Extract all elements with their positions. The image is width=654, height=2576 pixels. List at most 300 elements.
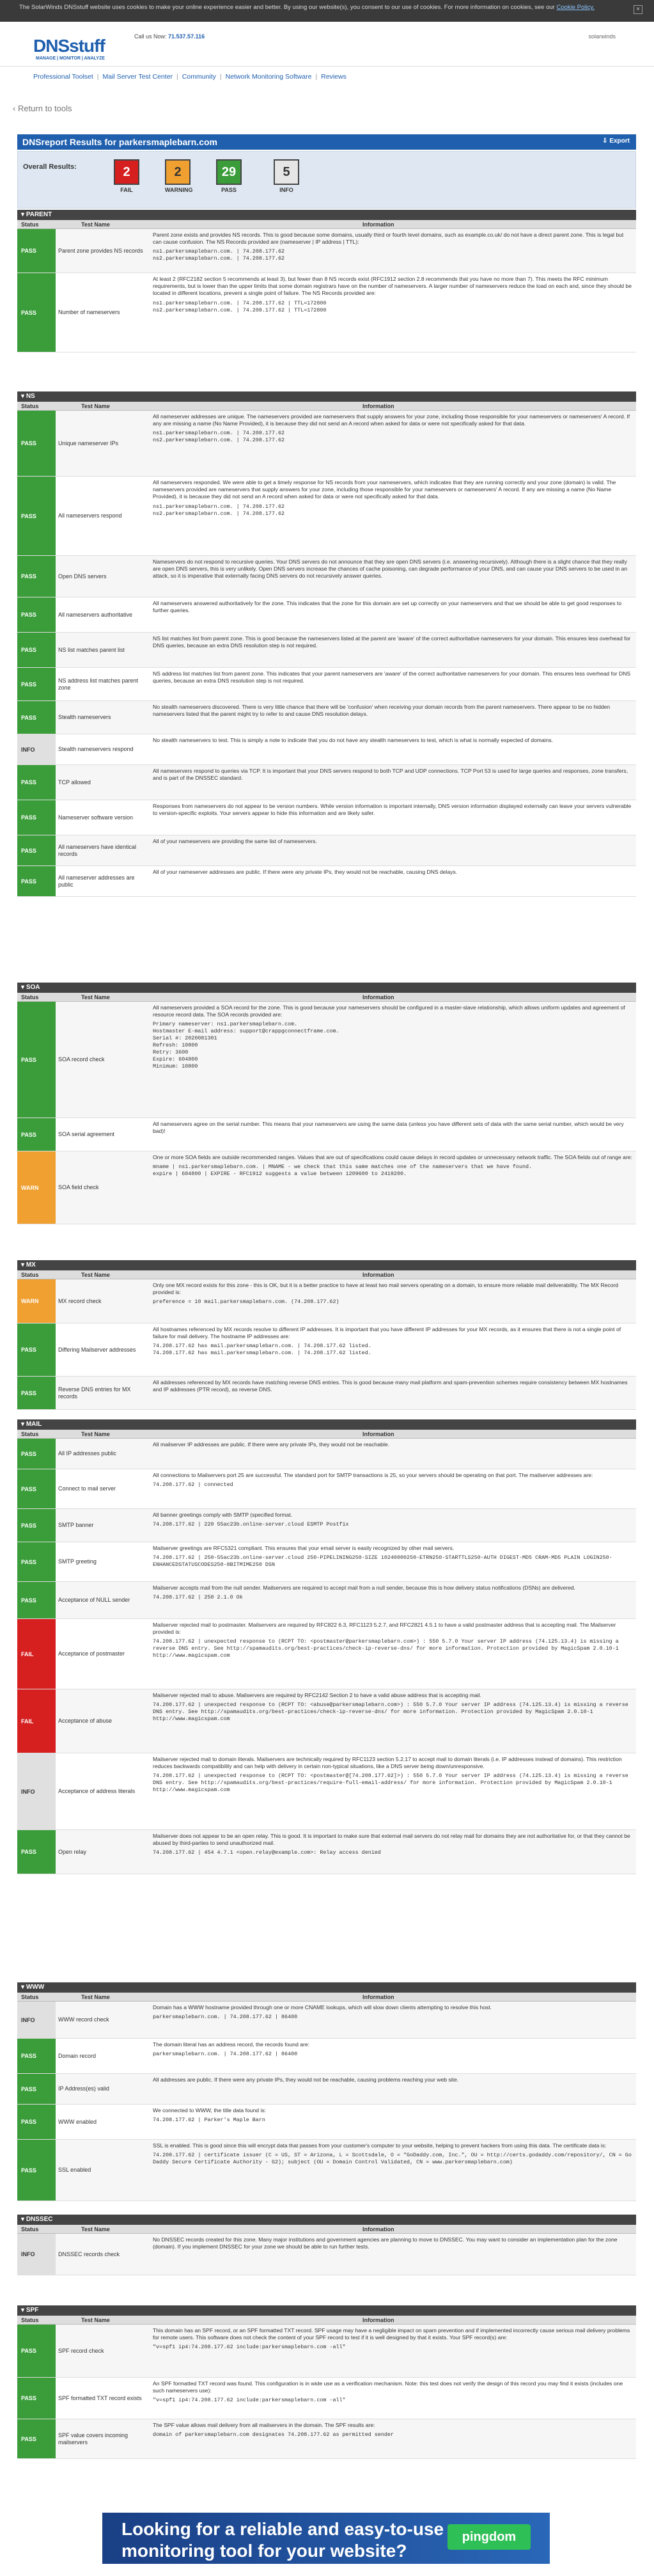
column-headers [17, 220, 636, 229]
collapse-icon: ▾ [21, 2307, 26, 2314]
test-information [153, 1326, 632, 1357]
test-name: SPF formatted TXT record exists [58, 2394, 142, 2401]
test-information [153, 768, 632, 782]
test-information [153, 635, 632, 649]
status-badge: PASS [17, 866, 56, 896]
info-text: Mailserver rejected mail to abuse. Mailservers are required by RFC2142 Section 2 to have a valid abuse address that is accepting mail. [153, 1692, 481, 1698]
status-badge: PASS [17, 1324, 56, 1376]
info-text: All addresses referenced by MX records have matching reverse DNS entries. This is good because many mail platform and spam-prevention schemes require consistency between MX hostnames and IP addresses (PTR record), as reverse DNS. [153, 1379, 628, 1393]
test-information [153, 2380, 632, 2404]
table-row [17, 633, 636, 668]
test-name: All nameserver addresses are public [58, 874, 135, 888]
status-badge: PASS [17, 1377, 56, 1409]
info-records: 74.208.177.62 | 454 4.7.1 <open.relay@example.com>: Relay access denied [153, 1849, 381, 1856]
result-badge-pass [216, 159, 242, 196]
badge-count: 2 [165, 159, 191, 185]
info-text: All addresses are public. If there were any private IPs, they would not be reachable, causing problems reaching your web site. [153, 2076, 459, 2083]
export-icon: ⇩ [602, 138, 610, 145]
result-badge-info [274, 159, 299, 196]
cookie-policy-link[interactable]: Cookie Policy. [556, 4, 595, 11]
test-information [153, 1004, 632, 1070]
logo-text: DNSstuff [33, 36, 105, 56]
info-records: ns1.parkersmaplebarn.com. | 74.208.177.62 | TTL=172800 ns2.parkersmaplebarn.com. | 74.208.177.62 | TTL=172800 [153, 299, 327, 313]
info-text: All nameservers provided a SOA record for the zone. This is good because your nameservers should be configured in a master-slave relationship, which allows uniform updates and agreement of resource record data. The SOA records provided are: [153, 1004, 625, 1018]
test-name: Acceptance of NULL sender [58, 1597, 130, 1603]
table-row [17, 1509, 636, 1542]
section-title: SPF [26, 2307, 39, 2314]
status-badge: PASS [17, 2105, 56, 2139]
section-header[interactable] [17, 1419, 636, 1430]
table-row [17, 1582, 636, 1619]
test-name: SMTP banner [58, 1522, 94, 1528]
test-information [153, 1756, 632, 1794]
status-badge: PASS [17, 2325, 56, 2377]
nav-link[interactable]: Network Monitoring Software [225, 73, 312, 81]
test-information [153, 869, 632, 876]
test-name: IP Address(es) valid [58, 2085, 109, 2092]
test-name: Parent zone provides NS records [58, 247, 143, 254]
info-records: parkersmaplebarn.com. | 74.208.177.62 | 86400 [153, 2051, 298, 2058]
table-row [17, 1002, 636, 1118]
col-information: Information [362, 403, 394, 409]
collapse-icon: ▾ [21, 1984, 26, 1991]
dnsstuff-logo[interactable] [33, 31, 116, 64]
status-badge: PASS [17, 668, 56, 700]
test-name: MX record check [58, 1297, 102, 1304]
solarwinds-logo[interactable]: solarwinds [588, 33, 616, 40]
badge-label: FAIL [120, 187, 133, 193]
info-text: Mailserver rejected mail to domain literals. Mailservers are technically required by RFC1123 section 5.2.17 to accept mail to domain literals (i.e. IP addresses instead of domains). This restriction reduces backwards compatibility and can help with delivery in certain non-typical situations, like a DNS server being down/unresponsive. [153, 1756, 622, 1770]
col-test-name: Test Name [81, 1994, 110, 2000]
section-www [17, 1982, 636, 2201]
section-soa [17, 983, 636, 1224]
section-rows [17, 1002, 636, 1224]
info-text: No stealth nameservers discovered. There is very little chance that there will be 'confusion' when receiving your domain records from the parent nameservers. There appear to be no hidden nameservers listed that the parent might try to refer to and cause DNS resolution delays. [153, 704, 611, 718]
col-information: Information [362, 1431, 394, 1437]
info-records: "v=spf1 ip4:74.208.177.62 include:parkersmaplebarn.com -all" [153, 2397, 346, 2404]
info-text: Parent zone exists and provides NS records. This is good because some domains, usually third or fourth level domains, such as example.co.uk/ do not have a direct parent zone. This is legal but can cause confusion. The NS Records provided are (nameserver | IP address | TTL): [153, 232, 624, 246]
info-records: 74.208.177.62 | 220 55ac23b.online-server.cloud ESMTP Postfix [153, 1521, 349, 1528]
ad-banner[interactable] [102, 2513, 550, 2564]
info-text: Mailserver does not appear to be an open relay. This is good. It is important to make sure that external mail servers do not relay mail for domains they are not authoritative for, or that they cannot be abused by third-parties to send unauthorized mail. [153, 1833, 630, 1847]
status-badge: PASS [17, 800, 56, 835]
col-information: Information [362, 2317, 394, 2323]
test-information [153, 737, 632, 744]
test-name: Differing Mailserver addresses [58, 1346, 136, 1353]
table-row [17, 411, 636, 477]
export-button[interactable] [602, 138, 630, 145]
col-test-name: Test Name [81, 221, 110, 228]
column-headers [17, 402, 636, 411]
nav-link[interactable]: Community [182, 73, 216, 81]
test-information [153, 1622, 632, 1659]
test-information [153, 479, 632, 518]
info-text: We connected to WWW, the title data found is: [153, 2107, 267, 2114]
status-badge: PASS [17, 2074, 56, 2104]
info-text: NS list matches list from parent zone. This is good because the nameservers listed at the parent are 'aware' of the correct authoritative nameservers for your domain. This ensures less overhead for DNS queries, because an extra DNS resolution step is not required. [153, 635, 631, 649]
section-mail [17, 1419, 636, 1874]
info-records: mname | ns1.parkersmaplebarn.com. | MNAME - we check that this same matches one of the nameservers that we have found. expire | 604800 | EXPIRE - RFC1912 suggests a value between 1209600 to 2419200. [153, 1164, 533, 1178]
back-label: Return to tools [17, 104, 72, 113]
col-status: Status [21, 1431, 39, 1437]
col-status: Status [21, 1272, 39, 1278]
section-title: MX [26, 1261, 36, 1268]
info-records: 74.208.177.62 | 250 2.1.0 Ok [153, 1594, 243, 1601]
status-badge: PASS [17, 701, 56, 734]
info-records: "v=spf1 ip4:74.208.177.62 include:parkersmaplebarn.com -all" [153, 2344, 346, 2351]
section-title: WWW [26, 1984, 45, 1991]
info-text: An SPF formatted TXT record was found. This configuration is in wide use as a verification mechanism. Note: this test does not verify the design of this record you may find it exists (includes one such nameservers use): [153, 2380, 623, 2394]
info-text: Nameservers do not respond to recursive queries. Your DNS servers do not announce that they are open DNS servers (i.e. answering recursively). Although there is a slight chance that they really are open DNS servers, this is very unlikely. Open DNS servers increase the chances of cache poisoning, can degrade performance of your DNS, and can cause your DNS servers to be used in an attack, so it is imperative that externally facing DNS servers do not recursively answer queries. [153, 558, 628, 580]
test-name: Reverse DNS entries for MX records [58, 1386, 131, 1400]
test-information [153, 803, 632, 817]
test-name: Domain record [58, 2052, 97, 2059]
col-status: Status [21, 221, 39, 228]
info-records: 74.208.177.62 | Parker's Maple Barn [153, 2117, 265, 2124]
col-test-name: Test Name [81, 2226, 110, 2232]
close-icon[interactable]: × [634, 5, 642, 14]
test-information [153, 1584, 632, 1601]
info-records: 74.208.177.62 | 250-55ac23b.online-server.cloud 250-PIPELINING250-SIZE 10240000250-ETRN250-STARTTLS250-AUTH DIGEST-MD5 CRAM-MD5 PLAIN LOGIN250-ENHANCEDSTATUSCODES250-8BITMIME250 DSN [153, 1554, 612, 1569]
export-label: Export [609, 138, 630, 145]
info-text: All of your nameserver addresses are public. If there were any private IPs, they would not be reachable, causing DNS delays. [153, 869, 458, 875]
info-text: Mailserver accepts mail from the null sender. Mailservers are required to accept mail from a null sender, because this is how delivery status notifications (DSNs) are delivered. [153, 1584, 576, 1591]
test-information [153, 1121, 632, 1135]
info-text: This domain has an SPF record, or an SPF formatted TXT record. SPF usage may have a negligible impact on spam prevention and if implemented incorrectly cause serious mail delivery problems for remote users. This software does not check the content of your SPF record to test if it is well designed by that it exists. Your SPF record(s) are: [153, 2327, 630, 2341]
col-information: Information [362, 1272, 394, 1278]
column-headers [17, 993, 636, 1002]
section-rows [17, 2234, 636, 2275]
col-status: Status [21, 403, 39, 409]
status-badge: PASS [17, 556, 56, 597]
table-row [17, 2039, 636, 2074]
table-row [17, 1542, 636, 1582]
test-name: WWW enabled [58, 2118, 97, 2125]
test-name: Acceptance of abuse [58, 1718, 113, 1724]
section-rows [17, 411, 636, 897]
test-name: Connect to mail server [58, 1485, 116, 1492]
table-row [17, 2002, 636, 2039]
status-badge: INFO [17, 2002, 56, 2038]
test-information [153, 558, 632, 580]
info-records: 74.208.177.62 | unexpected response to (RCPT TO: <postmaster@parkersmaplebarn.com>) : 550 5.7.0 Your server IP address (74.125.13.4) is missing a reverse DNS entry. See http://spamaudits.org/best-practices/check-ip-reverse-dns/ for more information. Protection provided by MagicSpam 2.0.10-1 http://www.magicspam.com [153, 1638, 622, 1659]
table-row [17, 835, 636, 866]
test-information [153, 2236, 632, 2250]
table-row [17, 2234, 636, 2275]
test-name: NS address list matches parent zone [58, 677, 139, 691]
info-text: All mailserver IP addresses are public. If there were any private IPs, they would not be reachable. [153, 1441, 390, 1448]
table-row [17, 1689, 636, 1753]
section-rows [17, 229, 636, 352]
section-ns [17, 391, 636, 897]
callus-label: Call us Now: [134, 33, 167, 40]
pingdom-logo: pingdom [448, 2524, 531, 2550]
col-test-name: Test Name [81, 403, 110, 409]
nav-link[interactable]: Professional Toolset [33, 73, 93, 81]
table-row [17, 2140, 636, 2201]
info-records: Primary nameserver: ns1.parkersmaplebarn.com. Hostmaster E-mail address: support@crappgconnectframe.com. Serial #: 2020081301 Refresh: 10800 Retry: 3600 Expire: 604800 Minimum: 10800 [153, 1021, 339, 1070]
main-nav [33, 73, 350, 81]
cookie-text: The SolarWinds DNSstuff website uses cookies to make your online experience easier and better. By using our website(s), you consent to our use of cookies. For more information on cookies, see our [19, 4, 555, 11]
info-text: All connections to Mailservers port 25 are successful. The standard port for SMTP transactions is 25, so your servers should be operating on that port. The mailserver addresses are: [153, 1472, 593, 1478]
col-test-name: Test Name [81, 1431, 110, 1437]
col-information: Information [362, 1994, 394, 2000]
status-badge: PASS [17, 1509, 56, 1542]
info-text: No DNSSEC records created for this zone. Many major institutions and government agencies are planning to move to DNSSEC. You may want to consider an implementation plan for the zone (domain). If you implement DNSSEC for your zone we should be able to run further tests. [153, 2236, 618, 2250]
test-name: SOA record check [58, 1056, 105, 1063]
test-name: Number of nameservers [58, 309, 120, 315]
col-test-name: Test Name [81, 2317, 110, 2323]
test-information [153, 1833, 632, 1856]
column-headers [17, 1270, 636, 1279]
result-badge-warning [165, 159, 191, 196]
section-title: DNSSEC [26, 2216, 53, 2223]
table-row [17, 597, 636, 633]
table-row [17, 2378, 636, 2419]
test-name: Nameserver software version [58, 814, 134, 821]
badge-label: INFO [279, 187, 293, 193]
test-name: All nameservers respond [58, 512, 122, 519]
collapse-icon: ▾ [21, 1261, 26, 1268]
status-badge: PASS [17, 633, 56, 667]
info-text: All of your nameservers are providing the same list of nameservers. [153, 838, 317, 844]
table-row [17, 2074, 636, 2105]
info-text: SSL is enabled. This is good since this will encrypt data that passes from your customer's computer to your website, helping to prevent hackers from using this data. The certificate data is: [153, 2142, 607, 2149]
section-rows [17, 1279, 636, 1410]
info-records: ns1.parkersmaplebarn.com. | 74.208.177.62 ns2.parkersmaplebarn.com. | 74.208.177.62 [153, 430, 285, 444]
table-row [17, 701, 636, 734]
table-row [17, 556, 636, 597]
col-test-name: Test Name [81, 994, 110, 1000]
test-information [153, 704, 632, 718]
table-row [17, 229, 636, 273]
section-header[interactable] [17, 391, 636, 402]
info-records: domain of parkersmaplebarn.com designates 74.208.177.62 as permitted sender [153, 2431, 394, 2438]
table-row [17, 1324, 636, 1377]
test-name: DNSSEC records check [58, 2250, 120, 2257]
table-row [17, 2325, 636, 2378]
badge-count: 2 [114, 159, 139, 185]
status-badge: INFO [17, 734, 56, 764]
table-row [17, 668, 636, 701]
section-title: MAIL [26, 1421, 42, 1428]
badge-label: WARNING [165, 187, 193, 193]
test-information [153, 1154, 632, 1178]
status-badge: PASS [17, 2378, 56, 2419]
section-header[interactable] [17, 2305, 636, 2316]
col-information: Information [362, 2226, 394, 2232]
ad-headline-2: monitoring tool for your website? [121, 2541, 407, 2561]
table-row [17, 1753, 636, 1830]
column-headers [17, 2316, 636, 2325]
nav-separator: | [176, 73, 178, 81]
status-badge: FAIL [17, 1689, 56, 1753]
status-badge: PASS [17, 1830, 56, 1874]
section-rows [17, 1439, 636, 1874]
section-mx [17, 1260, 636, 1410]
section-title: NS [26, 393, 35, 400]
info-text: The domain literal has an address record, the records found are: [153, 2041, 310, 2048]
test-information [153, 600, 632, 614]
test-name: Open DNS servers [58, 573, 107, 580]
table-row [17, 765, 636, 800]
section-rows [17, 2325, 636, 2459]
badge-label: PASS [221, 187, 237, 193]
nav-separator: | [315, 73, 318, 81]
test-information [153, 2422, 632, 2438]
table-row [17, 1118, 636, 1151]
test-information [153, 232, 632, 262]
section-header[interactable] [17, 983, 636, 993]
test-name: WWW record check [58, 2016, 109, 2023]
collapse-icon: ▾ [21, 211, 26, 218]
info-text: At least 2 (RFC2182 section 5 recommends at least 3), but fewer than 8 NS records exist (RFC1912 section 2.8 recommends that you have no more than 7). This meets the RFC minimum requirements, but is lower than the upper limits that some domain registrars have on the number of nameservers. A larger number of nameservers reduce the load on each and, since they should be located in different locations, prevent a single point of failure. The NS Records provided are: [153, 276, 632, 297]
test-information [153, 1282, 632, 1306]
section-header[interactable] [17, 2215, 636, 2225]
column-headers [17, 1430, 636, 1439]
section-title: SOA [26, 984, 40, 991]
test-information [153, 1472, 632, 1489]
info-text: Domain has a WWW hostname provided through one or more CNAME lookups, which will slow down clients attempting to resolve this host. [153, 2004, 492, 2011]
test-name: Open relay [58, 1848, 87, 1855]
table-row [17, 1151, 636, 1224]
nav-link[interactable]: Mail Server Test Center [102, 73, 173, 81]
status-badge: PASS [17, 2140, 56, 2201]
collapse-icon: ▾ [21, 2216, 26, 2223]
test-information [153, 2142, 635, 2166]
test-name: TCP allowed [58, 778, 91, 786]
info-text: All nameservers agree on the serial number. This means that your nameservers are using the same data (unless you have different sets of data with the same serial number, which would be very bad)! [153, 1121, 624, 1135]
test-name: SPF record check [58, 2347, 104, 2354]
table-row [17, 734, 636, 765]
info-records: 74.208.177.62 has mail.parkersmaplebarn.com. | 74.208.177.62 listed. 74.208.177.62 has mail.parkersmaplebarn.com. | 74.208.177.62 listed. [153, 1343, 371, 1357]
collapse-icon: ▾ [21, 393, 26, 400]
back-arrow-icon: ‹ [13, 104, 18, 113]
status-badge: PASS [17, 1002, 56, 1118]
badge-count: 29 [216, 159, 242, 185]
status-badge: PASS [17, 2419, 56, 2458]
test-name: SOA serial agreement [58, 1131, 115, 1137]
test-information [153, 2327, 632, 2351]
section-spf [17, 2305, 636, 2459]
nav-link[interactable]: Reviews [321, 73, 346, 81]
col-information: Information [362, 221, 394, 228]
collapse-icon: ▾ [21, 984, 26, 991]
status-badge: PASS [17, 765, 56, 800]
status-badge: INFO [17, 1753, 56, 1829]
test-information [153, 1545, 632, 1569]
test-name: Unique nameserver IPs [58, 439, 119, 446]
test-information [153, 2107, 632, 2124]
info-text: All hostnames referenced by MX records resolve to different IP addresses. It is important that you have different IP addresses for your MX records, as it ensures that there is not a single point of failure for mail delivery. The hostname IP addresses are: [153, 1326, 621, 1340]
status-badge: PASS [17, 597, 56, 632]
status-badge: INFO [17, 2234, 56, 2275]
info-text: All nameservers answered authoritatively for the zone. This indicates that the zone for this domain are set up correctly on your nameservers and that we should be able to get good responses to further queries. [153, 600, 622, 614]
table-row [17, 1469, 636, 1509]
section-dnssec [17, 2215, 636, 2275]
info-text: Mailserver greetings are RFC5321 compliant. This ensures that your email server is easily recognized by other mail servers. [153, 1545, 455, 1551]
report-title-bar [17, 134, 636, 150]
status-badge: WARN [17, 1151, 56, 1224]
table-row [17, 477, 636, 556]
info-records: 74.208.177.62 | unexpected response to (RCPT TO: <abuse@parkersmaplebarn.com>) : 550 5.7.0 Your server IP address (74.125.13.4) is missing a reverse DNS entry. See http://spamaudits.org/best-practices/check-ip-reverse-dns/ for more information. Protection provided by MagicSpam 2.0.10-1 http://www.magicspam.com [153, 1702, 632, 1723]
info-records: ns1.parkersmaplebarn.com. | 74.208.177.62 ns2.parkersmaplebarn.com. | 74.208.177.62 [153, 503, 285, 517]
return-to-tools-link[interactable] [13, 104, 72, 113]
test-name: Stealth nameservers respond [58, 746, 134, 752]
info-text: NS address list matches list from parent zone. This indicates that your parent nameservers are 'aware' of the correct authoritative nameservers for your domain. This ensures less overhead for DNS queries, because an extra DNS resolution step is not required. [153, 670, 631, 684]
section-header[interactable] [17, 1260, 636, 1270]
status-badge: PASS [17, 477, 56, 555]
table-row [17, 2419, 636, 2459]
col-test-name: Test Name [81, 1272, 110, 1278]
info-records: ns1.parkersmaplebarn.com. | 74.208.177.62 ns2.parkersmaplebarn.com. | 74.208.177.62 [153, 248, 285, 262]
status-badge: PASS [17, 1118, 56, 1151]
test-information [153, 838, 632, 845]
test-information [153, 1379, 632, 1393]
info-records: 74.208.177.62 | certificate issuer (C = US, ST = Arizona, L = Scottsdale, O = "GoDaddy.com, Inc.", OU = http://certs.godaddy.com/repository/, CN = Go Daddy Secure Certificate Authority - G2); subject (OU = Domain Control Validated, CN = www.parkersmaplebarn.com) [153, 2152, 635, 2166]
logo-tagline: MANAGE | MONITOR | ANALYZE [36, 56, 105, 61]
test-information [153, 2004, 632, 2021]
test-name: All nameservers have identical records [58, 843, 137, 857]
test-information [153, 2076, 632, 2083]
section-rows [17, 2002, 636, 2201]
test-information [153, 670, 632, 684]
cookie-banner [0, 0, 654, 22]
overall-label: Overall Results: [23, 163, 77, 171]
col-information: Information [362, 994, 394, 1000]
table-row [17, 866, 636, 897]
overall-results [17, 151, 636, 209]
test-name: Stealth nameservers [58, 714, 111, 720]
info-text: Responses from nameservers do not appear to be version numbers. While version information is important internally, DNS version information displayed externally can leave your servers vulnerable to version-specific exploits. Your servers appear to hide this information and are likely safer. [153, 803, 632, 817]
test-name: SSL enabled [58, 2167, 91, 2173]
test-information [153, 1512, 632, 1528]
table-row [17, 1377, 636, 1410]
col-status: Status [21, 1994, 39, 2000]
status-badge: PASS [17, 2039, 56, 2073]
column-headers [17, 2225, 636, 2234]
test-name: NS list matches parent list [58, 646, 125, 653]
call-us [134, 33, 205, 40]
status-badge: PASS [17, 1469, 56, 1508]
table-row [17, 1619, 636, 1689]
section-parent [17, 210, 636, 352]
table-row [17, 273, 636, 352]
section-header[interactable] [17, 210, 636, 220]
col-status: Status [21, 994, 39, 1000]
column-headers [17, 1993, 636, 2002]
info-text: All nameservers respond to queries via TCP. It is important that your DNS servers respond to both TCP and UDP connections. TCP Port 53 is used for large queries and responses, zone transfers, and is part of the DNSSEC standard. [153, 768, 628, 782]
nav-separator: | [219, 73, 222, 81]
badge-count: 5 [274, 159, 299, 185]
test-name: All nameservers authoritative [58, 611, 133, 618]
status-badge: PASS [17, 1542, 56, 1581]
result-badge-fail [114, 159, 139, 196]
section-header[interactable] [17, 1982, 636, 1993]
test-name: SMTP greeting [58, 1558, 97, 1565]
info-records: preference = 10 mail.parkersmaplebarn.com. (74.208.177.62) [153, 1299, 339, 1306]
test-information [153, 2041, 632, 2058]
test-name: Acceptance of address literals [58, 1788, 136, 1794]
test-name: SPF value covers incoming mailservers [58, 2431, 128, 2446]
status-badge: PASS [17, 835, 56, 865]
status-badge: PASS [17, 1439, 56, 1469]
col-status: Status [21, 2317, 39, 2323]
status-badge: WARN [17, 1279, 56, 1323]
test-name: Acceptance of postmaster [58, 1650, 125, 1657]
info-text: All nameserver addresses are unique. The nameservers provided are nameservers that supply answers for your zone, including those responsible for your nameservers or nameservers' A record. If any are missing a name (No Name Provided), it is because they did not send an A record when asked for data or were not specifically asked for that data. [153, 413, 630, 427]
test-name: All IP addresses public [58, 1450, 116, 1457]
